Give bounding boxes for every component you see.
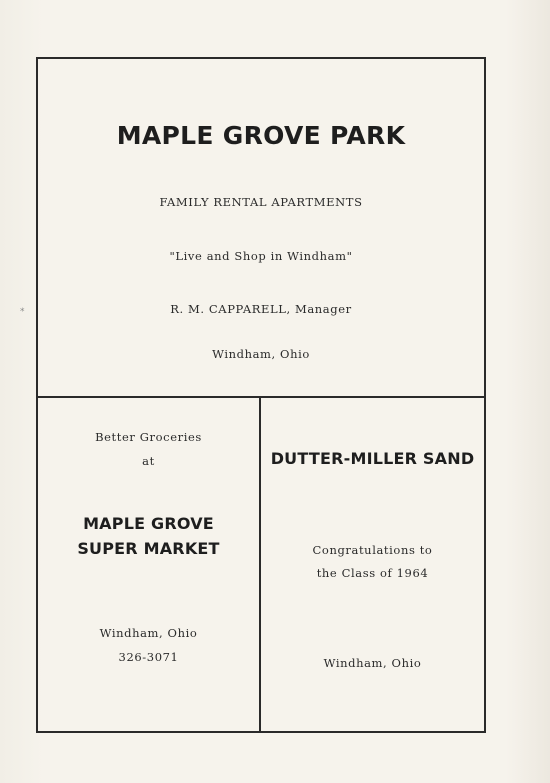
ad-frame xyxy=(36,57,486,733)
horizontal-divider xyxy=(38,396,484,398)
phone-number-text: 326-3071 xyxy=(118,650,179,664)
top-city-text: Windham, Ohio xyxy=(212,347,310,361)
super-market-title: SUPER MARKET xyxy=(77,539,220,558)
maple-grove-title: MAPLE GROVE xyxy=(83,514,214,533)
vertical-divider xyxy=(259,397,261,731)
slogan-text: "Live and Shop in Windham" xyxy=(169,249,353,263)
right-city-text: Windham, Ohio xyxy=(323,656,422,670)
left-city-text: Windham, Ohio xyxy=(99,626,198,640)
class-of-1964-text: the Class of 1964 xyxy=(316,566,429,580)
maple-grove-park-title: MAPLE GROVE PARK xyxy=(116,121,406,150)
congratulations-text: Congratulations to xyxy=(312,543,433,557)
family-rental-text: FAMILY RENTAL APARTMENTS xyxy=(159,195,363,209)
dutter-miller-title: DUTTER-MILLER SAND xyxy=(270,449,475,468)
at-text: at xyxy=(142,454,155,468)
better-groceries-text: Better Groceries xyxy=(95,430,202,444)
manager-text: R. M. CAPPARELL, Manager xyxy=(170,302,352,316)
stray-mark: * xyxy=(20,307,25,317)
